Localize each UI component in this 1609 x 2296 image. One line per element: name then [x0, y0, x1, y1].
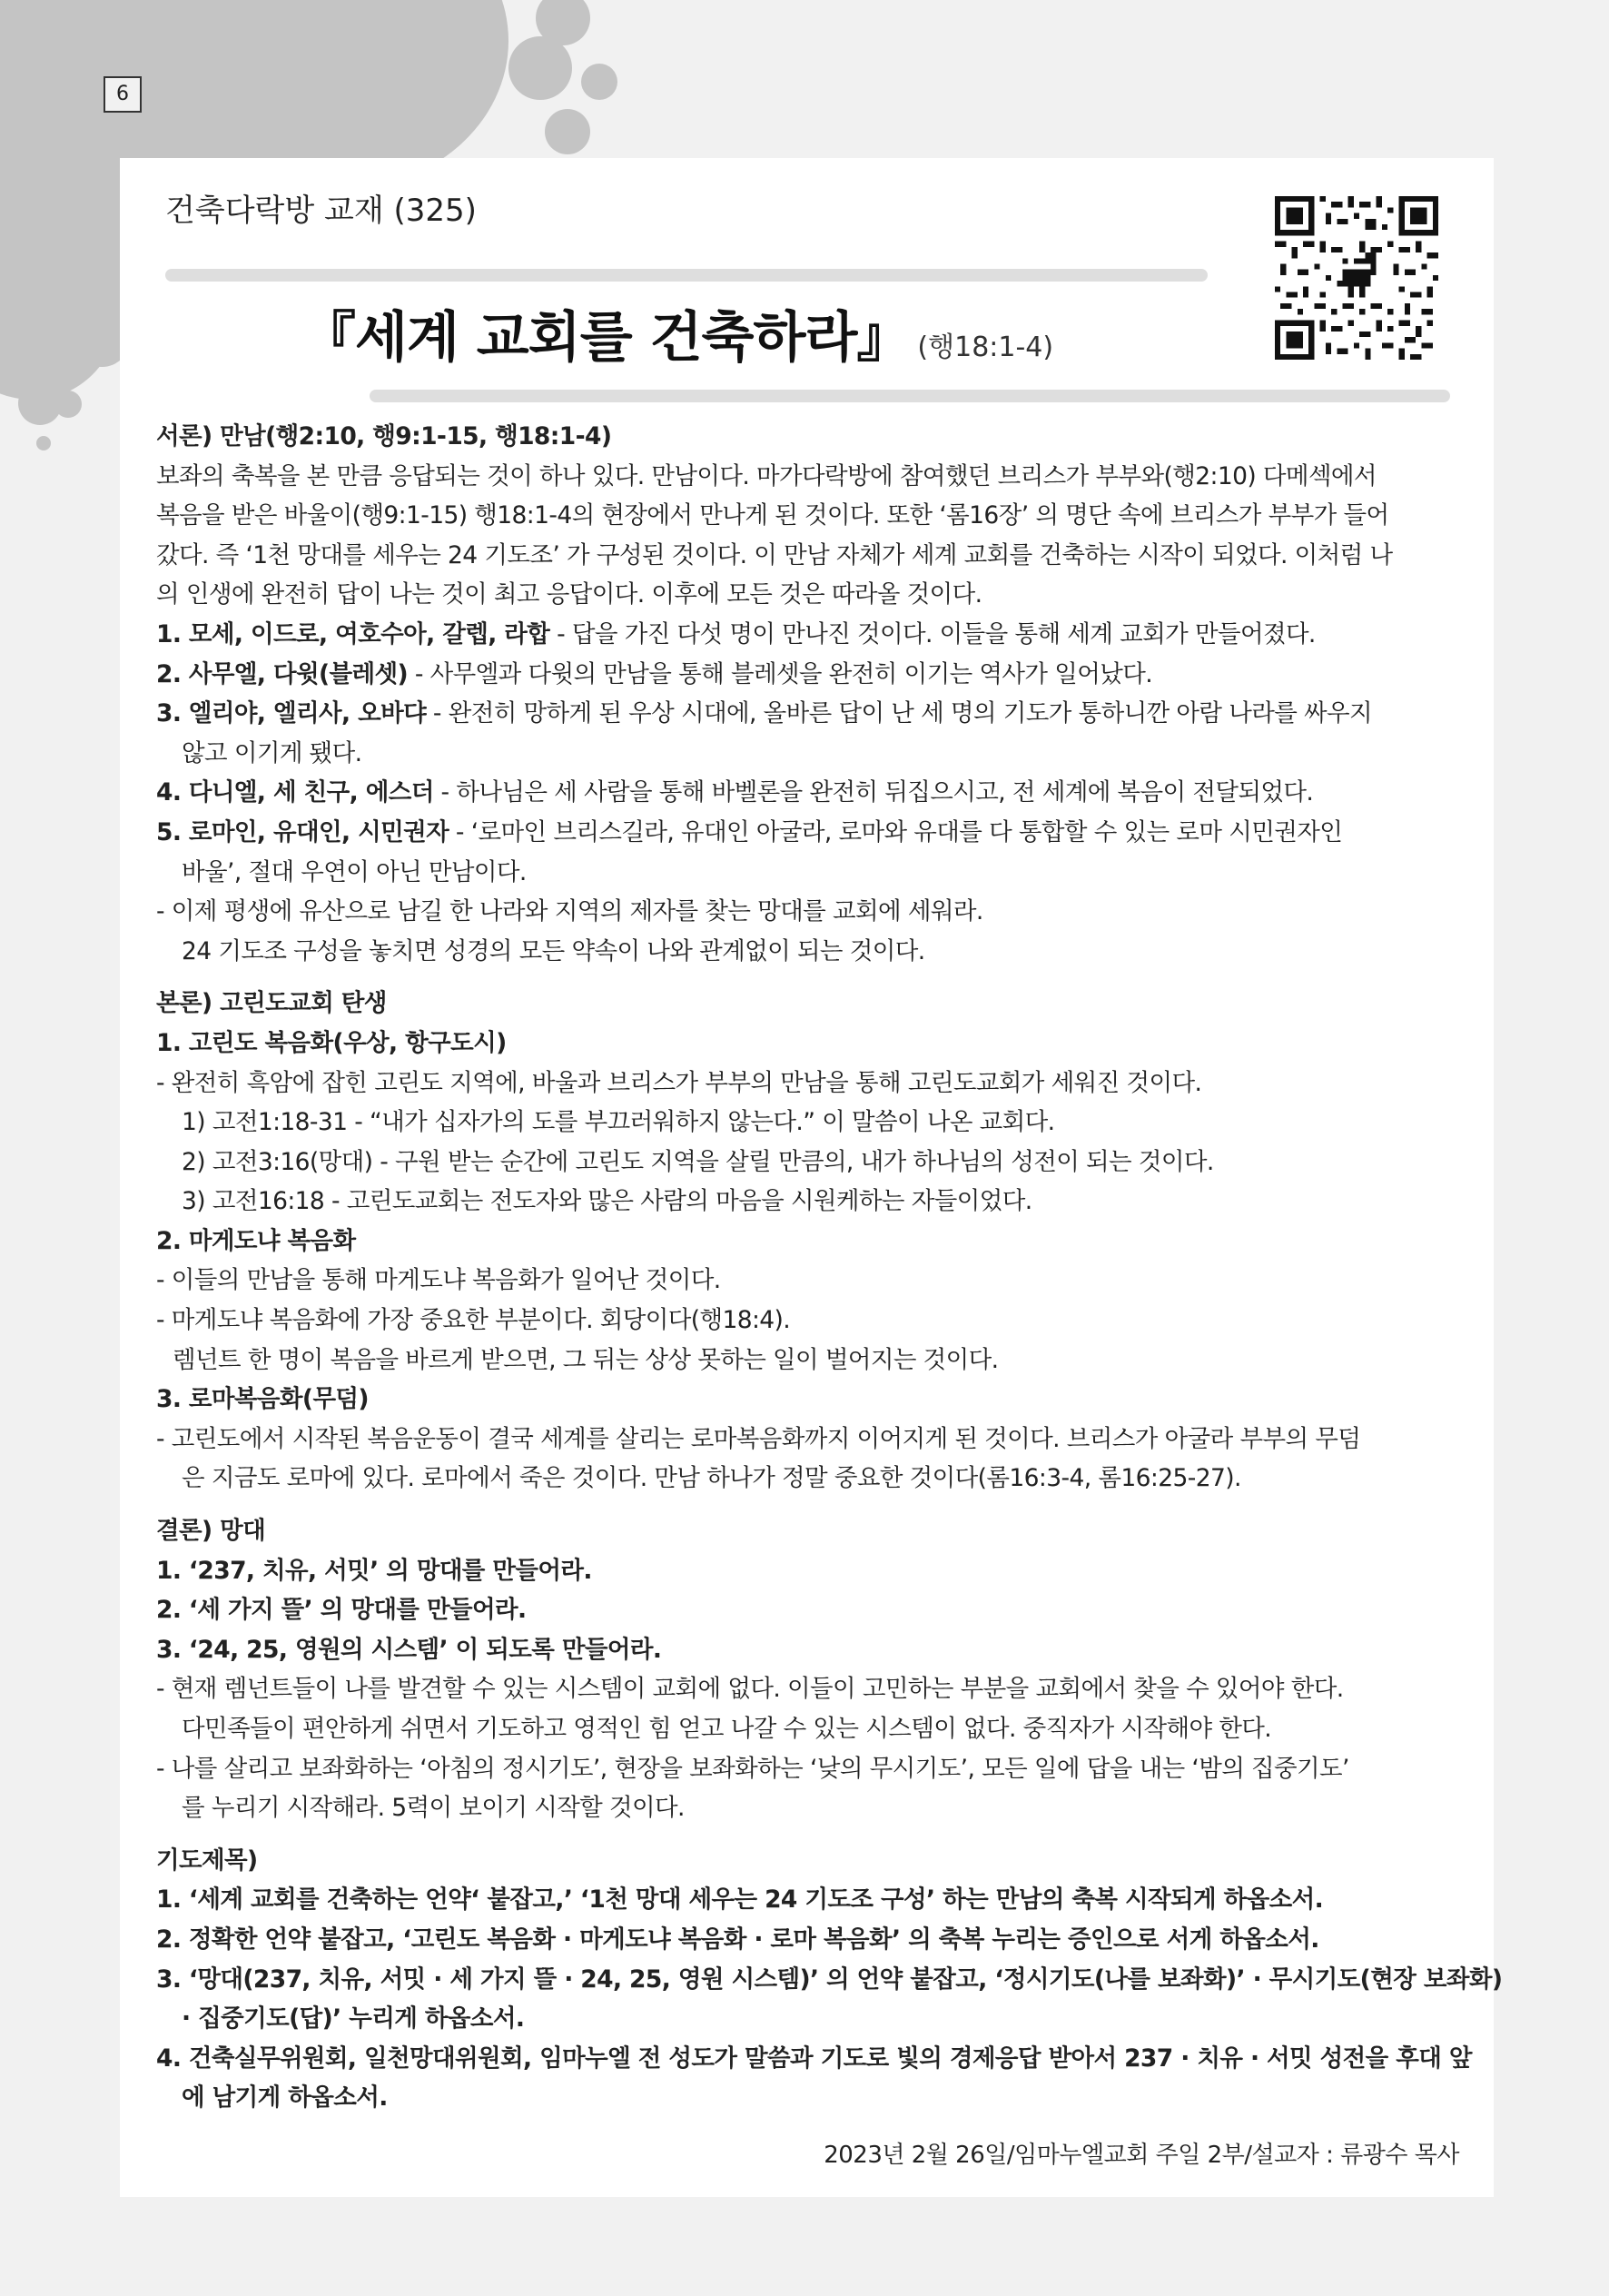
- series-title: 건축다락방 교재 (325): [165, 193, 477, 229]
- body-line: 3) 고전16:18 - 고린도교회는 전도자와 많은 사람의 마음을 시원케하는 자들이었다.: [182, 1187, 1032, 1216]
- conclusion-item: 3. ‘24, 25, 영원의 시스템’ 이 되도록 만들어라.: [156, 1635, 662, 1664]
- body-subheading: 2. 마게도냐 복음화: [156, 1226, 356, 1255]
- prayer-item: 3. ‘망대(237, 치유, 서밋 · 세 가지 뜰 · 24, 25, 영원 시스템)’ 의 언약 붙잡고, ‘정시기도(나를 보좌화)’ · 무시기도(현장 보좌화): [156, 1964, 1503, 1994]
- bulletin-card: [120, 158, 1503, 2197]
- intro-item: 4. 다니엘, 세 친구, 에스더 - 하나님은 세 사람을 통해 바벨론을 완전히 뒤집으시고, 전 세계에 복음이 전달되었다.: [156, 778, 1314, 807]
- section-heading-body: 본론) 고린도교회 탄생: [156, 989, 387, 1018]
- body-line: 렘넌트 한 명이 복음을 바르게 받으면, 그 뒤는 상상 못하는 일이 벌어지는 것이다.: [173, 1345, 999, 1374]
- intro-line: 보좌의 축복을 본 만큼 응답되는 것이 하나 있다. 만남이다. 마가다락방에 참여했던 브리스가 부부와(행2:10) 다메섹에서: [156, 461, 1377, 490]
- intro-line: 갔다. 즉 ‘1천 망대를 세우는 24 기도조’ 가 구성된 것이다. 이 만남 자체가 세계 교회를 건축하는 시작이 되었다. 이처럼 나: [156, 540, 1393, 569]
- conclusion-line: 다민족들이 편안하게 쉬면서 기도하고 영적인 힘 얻고 나갈 수 있는 시스템이 없다. 중직자가 시작해야 한다.: [182, 1715, 1272, 1743]
- body-subheading: 3. 로마복음화(무덤): [156, 1385, 369, 1414]
- title-reference: (행18:1-4): [917, 332, 1054, 363]
- body-line: - 완전히 흑암에 잡힌 고린도 지역에, 바울과 브리스가 부부의 만남을 통해 고린도교회가 세워진 것이다.: [156, 1068, 1202, 1097]
- title-bracket-open: 『: [301, 306, 355, 370]
- divider-bar: [370, 390, 1450, 402]
- intro-item: 5. 로마인, 유대인, 시민권자 - ‘로마인 브리스길라, 유대인 아굴라, 로마와 유대를 다 통합할 수 있는 로마 시민권자인: [156, 817, 1343, 846]
- prayer-item-continued: · 집중기도(답)’ 누리게 하옵소서.: [182, 2004, 525, 2034]
- section-heading-conclusion: 결론) 망대: [156, 1517, 266, 1546]
- section-heading-prayer: 기도제목): [156, 1846, 258, 1875]
- title-bracket-close: 』: [856, 306, 911, 370]
- prayer-item: 2. 정확한 언약 붙잡고, ‘고린도 복음화 · 마게도냐 복음화 · 로마 복음화’ 의 축복 누리는 증인으로 서게 하옵소서.: [156, 1925, 1319, 1954]
- sermon-content: [156, 417, 1503, 2118]
- body-line: 2) 고전3:16(망대) - 구원 받는 순간에 고린도 지역을 살릴 만큼의, 내가 하나님의 성전이 되는 것이다.: [182, 1147, 1214, 1176]
- prayer-item: 4. 건축실무위원회, 일천망대위원회, 임마누엘 전 성도가 말씀과 기도로 빛의 경제응답 받아서 237 · 치유 · 서밋 성전을 후대 앞: [156, 2044, 1472, 2073]
- sermon-footer: 2023년 2월 26일/임마누엘교회 주일 2부/설교자 : 류광수 목사: [824, 2142, 1459, 2169]
- body-line: - 마게도냐 복음화에 가장 중요한 부분이다. 회당이다(행18:4).: [156, 1306, 791, 1335]
- body-subheading: 1. 고린도 복음화(우상, 항구도시): [156, 1028, 507, 1057]
- conclusion-line: 를 누리기 시작해라. 5력이 보이기 시작할 것이다.: [182, 1794, 685, 1823]
- title-text: 세계 교회를 건축하라: [355, 306, 857, 370]
- body-line: - 이들의 만남을 통해 마게도냐 복음화가 일어난 것이다.: [156, 1266, 721, 1295]
- intro-tail: 24 기도조 구성을 놓치면 성경의 모든 약속이 나와 관계없이 되는 것이다.: [182, 936, 925, 965]
- body-line: 1) 고전1:18-31 - “내가 십자가의 도를 부끄러워하지 않는다.” 이 말씀이 나온 교회다.: [182, 1108, 1055, 1137]
- conclusion-line: - 현재 렘넌트들이 나를 발견할 수 있는 시스템이 교회에 없다. 이들이 고민하는 부분을 교회에서 찾을 수 있어야 한다.: [156, 1675, 1344, 1704]
- conclusion-item: 2. ‘세 가지 뜰’ 의 망대를 만들어라.: [156, 1596, 527, 1625]
- page-title: [301, 294, 1053, 372]
- page-number: 6: [104, 76, 142, 113]
- body-line: - 고린도에서 시작된 복음운동이 결국 세계를 살리는 로마복음화까지 이어지게 된 것이다. 브리스가 아굴라 부부의 무덤: [156, 1424, 1361, 1453]
- intro-item: 3. 엘리야, 엘리사, 오바댜 - 완전히 망하게 된 우상 시대에, 올바른 답이 난 세 명의 기도가 통하니깐 아람 나라를 싸우지: [156, 699, 1373, 728]
- intro-line: 복음을 받은 바울이(행9:1-15) 행18:1-4의 현장에서 만나게 된 것이다. 또한 ‘롬16장’ 의 명단 속에 브리스가 부부가 들어: [156, 501, 1389, 530]
- intro-item: 2. 사무엘, 다윗(블레셋) - 사무엘과 다윗의 만남을 통해 블레셋을 완전히 이기는 역사가 일어났다.: [156, 659, 1153, 688]
- conclusion-line: - 나를 살리고 보좌화하는 ‘아침의 정시기도’, 현장을 보좌화하는 ‘낮의 무시기도’, 모든 일에 답을 내는 ‘밤의 집중기도’: [156, 1754, 1349, 1783]
- intro-item-continued: 바울’, 절대 우연이 아닌 만남이다.: [182, 857, 527, 886]
- prayer-item: 1. ‘세계 교회를 건축하는 언약‘ 붙잡고,’ ‘1천 망대 세우는 24 기도조 구성’ 하는 만남의 축복 시작되게 하옵소서.: [156, 1885, 1324, 1915]
- intro-item-continued: 않고 이기게 됐다.: [182, 738, 362, 767]
- section-heading-intro: 서론) 만남(행2:10, 행9:1-15, 행18:1-4): [156, 422, 612, 450]
- qr-code-icon: [1275, 196, 1438, 360]
- intro-tail: - 이제 평생에 유산으로 남길 한 나라와 지역의 제자를 찾는 망대를 교회에 세워라.: [156, 897, 983, 926]
- divider-bar: [165, 269, 1208, 282]
- prayer-item-continued: 에 남기게 하옵소서.: [182, 2083, 388, 2113]
- body-line: 은 지금도 로마에 있다. 로마에서 죽은 것이다. 만남 하나가 정말 중요한 것이다(롬16:3-4, 롬16:25-27).: [182, 1464, 1241, 1493]
- conclusion-item: 1. ‘237, 치유, 서밋’ 의 망대를 만들어라.: [156, 1556, 592, 1585]
- intro-item: 1. 모세, 이드로, 여호수아, 갈렙, 라합 - 답을 가진 다섯 명이 만나진 것이다. 이들을 통해 세계 교회가 만들어졌다.: [156, 619, 1316, 648]
- intro-line: 의 인생에 완전히 답이 나는 것이 최고 응답이다. 이후에 모든 것은 따라올 것이다.: [156, 580, 982, 609]
